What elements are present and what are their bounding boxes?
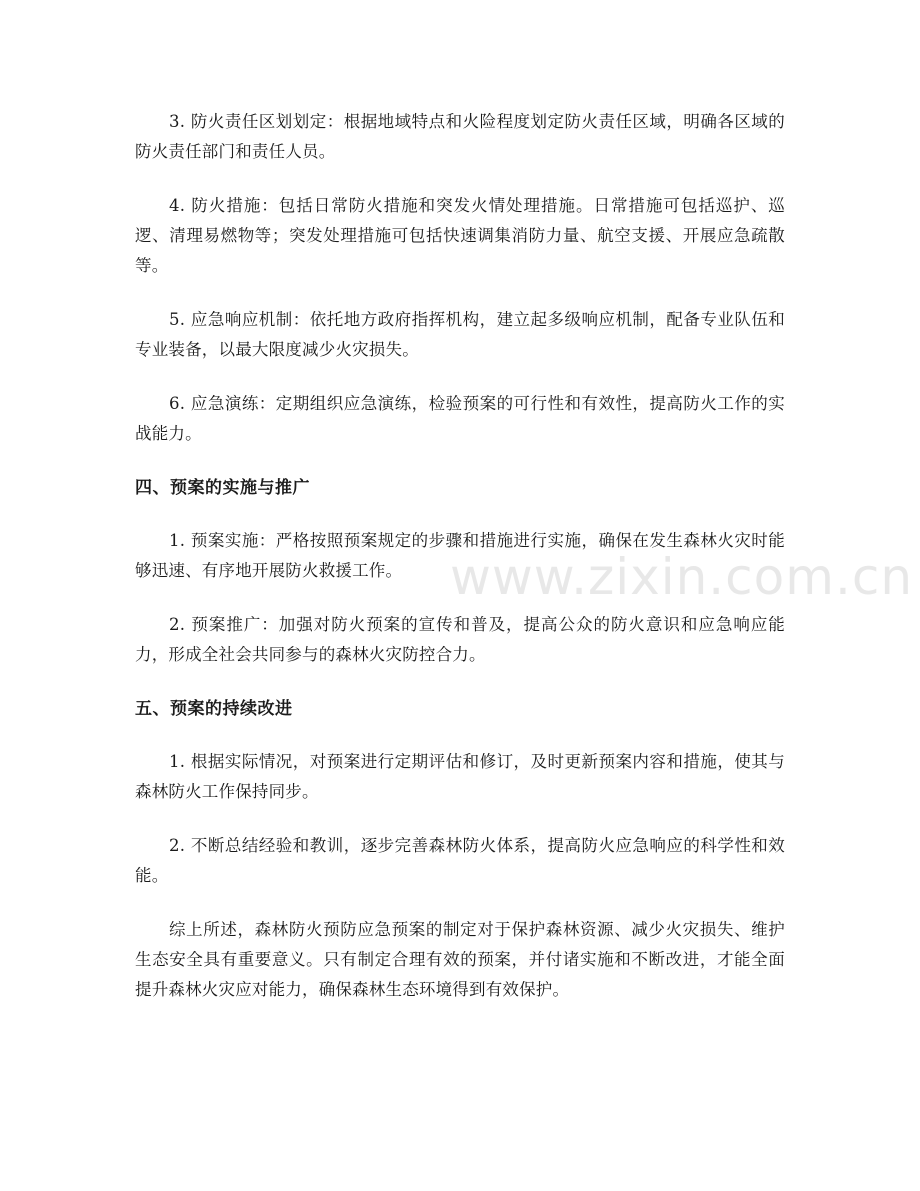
paragraph-fire-measures: 4. 防火措施：包括日常防火措施和突发火情处理措施。日常措施可包括巡护、巡逻、清理易燃物等；突发处理措施可包括快速调集消防力量、航空支援、开展应急疏散等。	[135, 196, 785, 275]
paragraph-plan-implementation: 1. 预案实施：严格按照预案规定的步骤和措施进行实施，确保在发生森林火灾时能够迅速、有序地开展防火救援工作。	[135, 531, 785, 580]
section-heading-improvement: 五、预案的持续改进	[135, 699, 293, 719]
paragraph-periodic-review: 1. 根据实际情况，对预案进行定期评估和修订，及时更新预案内容和措施，使其与森林防火工作保持同步。	[135, 752, 785, 801]
paragraph-responsibility-zones: 3. 防火责任区划划定：根据地域特点和火险程度划定防火责任区域，明确各区域的防火责任部门和责任人员。	[135, 112, 785, 161]
paragraph-emergency-drills: 6. 应急演练：定期组织应急演练，检验预案的可行性和有效性，提高防火工作的实战能力。	[135, 394, 785, 443]
section-heading-implementation: 四、预案的实施与推广	[135, 478, 310, 498]
watermark-text: www.zixin.com.cn	[450, 548, 914, 606]
paragraph-emergency-response: 5. 应急响应机制：依托地方政府指挥机构，建立起多级响应机制，配备专业队伍和专业装备，以最大限度减少火灾损失。	[135, 310, 785, 359]
document-body	[135, 107, 785, 1029]
paragraph-conclusion: 综上所述，森林防火预防应急预案的制定对于保护森林资源、减少火灾损失、维护生态安全具有重要意义。只有制定合理有效的预案，并付诸实施和不断改进，才能全面提升森林火灾应对能力，确保森林生态环境得到有效保护。	[135, 920, 785, 999]
paragraph-lessons-learned: 2. 不断总结经验和教训，逐步完善森林防火体系，提高防火应急响应的科学性和效能。	[135, 836, 785, 885]
paragraph-plan-promotion: 2. 预案推广：加强对防火预案的宣传和普及，提高公众的防火意识和应急响应能力，形成全社会共同参与的森林火灾防控合力。	[135, 615, 785, 664]
